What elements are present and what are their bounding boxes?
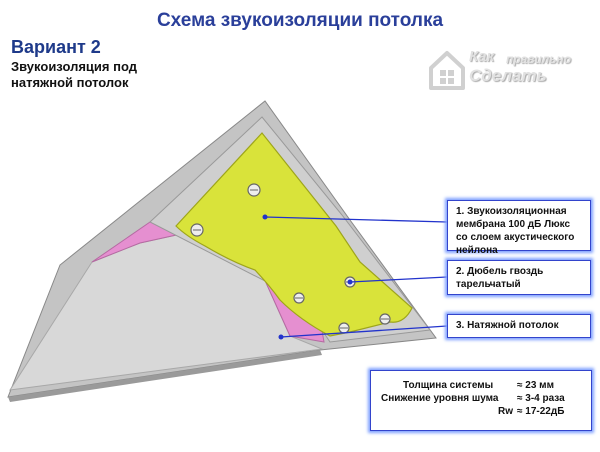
- callout-line: 1. Звукоизоляционная: [456, 206, 567, 217]
- callout-stretch-ceiling: [447, 314, 591, 338]
- specs-box: [370, 370, 592, 431]
- dowel-nail: [248, 184, 260, 196]
- spec-row: [371, 393, 593, 406]
- callout-line: 3. Натяжной потолок: [456, 320, 559, 331]
- dowel-nail: [294, 293, 304, 303]
- spec-label: Толщина системы: [403, 380, 494, 391]
- subtitle-line-1: Звукоизоляция под: [11, 59, 137, 74]
- subtitle-line-2: натяжной потолок: [11, 75, 129, 90]
- callout-membrane: [447, 200, 591, 256]
- callout-line: тарельчатый: [456, 279, 521, 290]
- spec-value: ≈ 17-22дБ: [517, 406, 565, 417]
- spec-value: ≈ 3-4 раза: [517, 393, 565, 404]
- dowel-nail: [191, 224, 203, 236]
- page-title: Схема звукоизоляции потолка: [156, 10, 444, 31]
- variant-heading: Вариант 2: [11, 37, 101, 57]
- logo-text-2: Сделать: [469, 66, 547, 85]
- callout-line: нейлона: [456, 245, 498, 256]
- spec-label: Rw: [498, 406, 513, 417]
- callout-line: со слоем акустического: [456, 232, 575, 243]
- dowel-nail: [380, 314, 390, 324]
- spec-value: ≈ 23 мм: [517, 380, 554, 391]
- spec-label: Снижение уровня шума: [381, 393, 499, 404]
- spec-row: [371, 406, 593, 419]
- logo-text-1b: правильно: [506, 52, 572, 66]
- dowel-nail: [339, 323, 349, 333]
- logo-text-1: Как: [469, 48, 495, 65]
- callout-line: мембрана 100 дБ Люкс: [456, 219, 571, 230]
- callout-dowel: [447, 260, 591, 295]
- spec-row: [371, 380, 593, 393]
- callout-line: 2. Дюбель гвоздь: [456, 266, 544, 277]
